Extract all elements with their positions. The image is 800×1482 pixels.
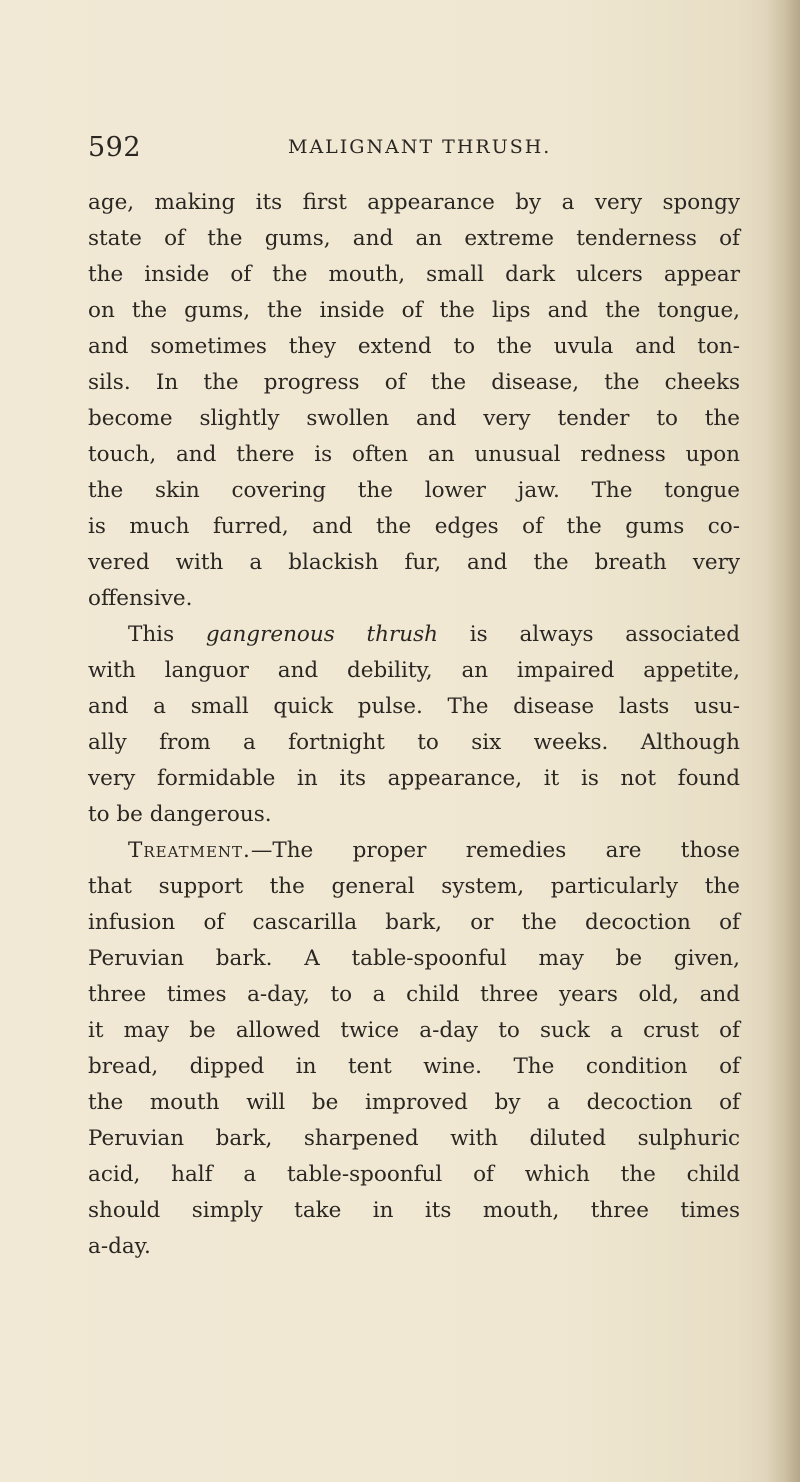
paragraph-first-line	[88, 617, 740, 653]
paragraph-first-line	[88, 833, 740, 869]
text-line: very formidable in its appearance, it is not found	[88, 766, 740, 791]
text-line: Peruvian bark. A table-spoonful may be given,	[88, 946, 740, 971]
text-line: it may be allowed twice a-day to suck a crust of	[88, 1018, 740, 1043]
chapter-title: MALIGNANT THRUSH.	[288, 136, 552, 158]
text-line: that support the general system, particularly the	[88, 874, 740, 899]
text-line: age, making its first appearance by a very spongy	[88, 190, 740, 215]
text-run: is always associated	[438, 622, 740, 647]
text-line: and sometimes they extend to the uvula and ton-	[88, 334, 740, 359]
text-line: and a small quick pulse. The disease lasts usu-	[88, 694, 740, 719]
page-edge-shadow	[766, 0, 800, 1482]
text-line: infusion of cascarilla bark, or the decoction of	[88, 910, 740, 935]
body-text	[88, 185, 740, 1265]
text-line: is much furred, and the edges of the gums co-	[88, 514, 740, 539]
page-number: 592	[88, 132, 142, 163]
text-line: on the gums, the inside of the lips and the tongue,	[88, 298, 740, 323]
section-heading: Treatment.	[128, 838, 251, 863]
text-line: with languor and debility, an impaired appetite,	[88, 658, 740, 683]
text-line: the skin covering the lower jaw. The tongue	[88, 478, 740, 503]
text-line: a-day.	[88, 1234, 151, 1259]
text-line: become slightly swollen and very tender to the	[88, 406, 740, 431]
italic-term: gangrenous thrush	[205, 622, 438, 647]
text-run: This	[128, 622, 206, 647]
text-line: sils. In the progress of the disease, the cheeks	[88, 370, 740, 395]
text-line: the mouth will be improved by a decoction of	[88, 1090, 740, 1115]
text-line: the inside of the mouth, small dark ulcers appear	[88, 262, 740, 287]
text-line: three times a-day, to a child three years old, and	[88, 982, 740, 1007]
text-line: acid, half a table-spoonful of which the child	[88, 1162, 740, 1187]
text-line: touch, and there is often an unusual redness upon	[88, 442, 740, 467]
text-line: ally from a fortnight to six weeks. Although	[88, 730, 740, 755]
text-line: vered with a blackish fur, and the breath very	[88, 550, 740, 575]
text-line: to be dangerous.	[88, 802, 272, 827]
text-line: should simply take in its mouth, three times	[88, 1198, 740, 1223]
text-run: —The proper remedies are those	[250, 838, 740, 863]
text-line: Peruvian bark, sharpened with diluted sulphuric	[88, 1126, 740, 1151]
text-line: bread, dipped in tent wine. The condition of	[88, 1054, 740, 1079]
text-line: state of the gums, and an extreme tenderness of	[88, 226, 740, 251]
running-head	[88, 132, 558, 172]
text-line: offensive.	[88, 586, 193, 611]
